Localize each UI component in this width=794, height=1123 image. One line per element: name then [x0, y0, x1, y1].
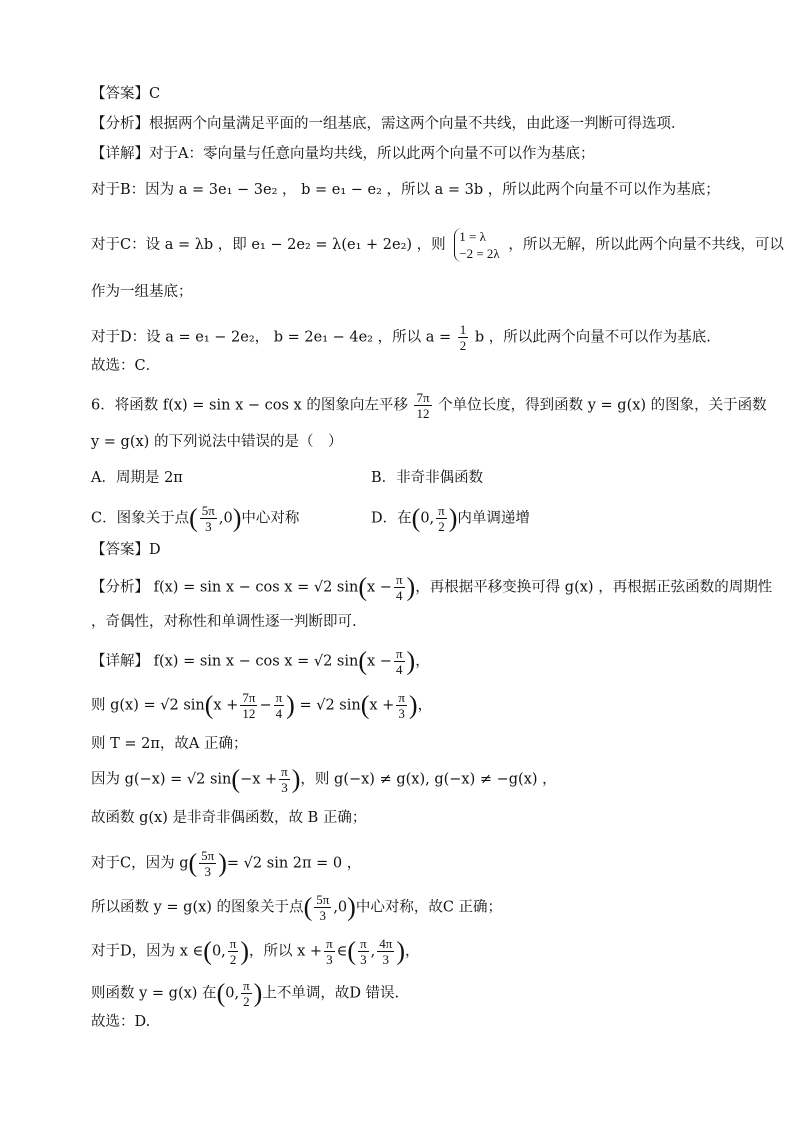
choose-line-q5: 故选：C．	[91, 358, 161, 374]
detail-line-5: 故函数 g(x) 是非奇非偶函数，故 B 正确；	[91, 810, 367, 826]
fraction: $\frac{7\pi}{12}$	[242, 690, 256, 721]
detail-line-6: 对于C，因为 g( $\frac{5\pi}{3}$ )= √2 sin 2π = 0 ，	[91, 848, 362, 879]
fraction: $\frac{\pi}{3}$	[281, 764, 288, 795]
option-b: B．非奇非偶函数	[371, 470, 484, 486]
option-d: D．在(0, $\frac{\pi}{2}$ )内单调递增	[371, 503, 530, 534]
detail-line-7: 所以函数 y = g(x) 的图象关于点( $\frac{5\pi}{3}$ ,0)中心对称，故C 正确；	[91, 892, 503, 923]
question-6-stem-cont: y = g(x) 的下列说法中错误的是（ ）	[91, 434, 343, 450]
fraction: $\frac{5\pi}{3}$	[201, 848, 215, 879]
fraction: $\frac{\pi}{3}$	[360, 936, 367, 967]
option-a: A．周期是 2π	[91, 470, 183, 486]
fraction: $\frac{\pi}{2}$	[438, 503, 445, 534]
detail-line-c: 对于C：设 a = λb ，即 e₁ − 2e₂ = λ(e₁ + 2e₂) ，则 1 = λ −2 = 2λ ，所以无解，所以此两个向量不共线，可以	[91, 229, 784, 261]
detail-line-1: 【详解】 f(x) = sin x − cos x = √2 sin(x − $\frac{\pi}{4}$ )，	[91, 646, 430, 677]
fraction: $\frac{\pi}{3}$	[326, 936, 333, 967]
answer-line-q6: 【答案】D	[91, 542, 161, 558]
fraction: $\frac{\pi}{4}$	[395, 572, 403, 603]
analysis-line-q5: 【分析】根据两个向量满足平面的一组基底，需这两个向量不共线，由此逐一判断可得选项．	[91, 116, 686, 132]
detail-line-8: 对于D，因为 x ∈(0, $\frac{\pi}{2}$ )，所以 x + $\frac{\pi}{3}$ ∈( $\frac{\pi}{3}$ , $\frac{4\pi}{3}$ )，	[91, 936, 420, 967]
fraction: $\frac{\pi}{2}$	[229, 936, 237, 967]
option-c: C．图象关于点( $\frac{5\pi}{3}$ ,0)中心对称	[91, 503, 300, 534]
fraction: $\frac{4\pi}{3}$	[379, 936, 393, 967]
detail-line-4: 因为 g(−x) = √2 sin(−x + $\frac{\pi}{3}$ )，则 g(−x) ≠ g(x), g(−x) ≠ −g(x) ，	[91, 764, 557, 795]
detail-line-c-cont: 作为一组基底；	[91, 284, 193, 300]
fraction: $\frac{\pi}{4}$	[395, 646, 403, 677]
fraction: $\frac{\pi}{4}$	[275, 690, 283, 721]
detail-line-2: 则 g(x) = √2 sin(x + $\frac{7\pi}{12}$ − $\frac{\pi}{4}$ ) = √2 sin(x + $\frac{\pi}{3}$ )，	[91, 690, 433, 721]
fraction: $\frac{1}{2}$	[459, 322, 467, 353]
analysis-line-q6: 【分析】 f(x) = sin x − cos x = √2 sin(x − $\frac{\pi}{4}$ )，再根据平移变换可得 g(x) ，再根据正弦函数的周期性	[91, 572, 773, 603]
equation-system: 1 = λ −2 = 2λ	[454, 228, 499, 262]
detail-line-b: 对于B：因为 a = 3e₁ − 3e₂ ， b = e₁ − e₂ ，所以 a = 3b ，所以此两个向量不可以作为基底；	[91, 182, 720, 198]
detail-line-3: 则 T = 2π，故A 正确；	[91, 736, 248, 752]
answer-line-q5: 【答案】C	[91, 86, 161, 102]
fraction: $\frac{5\pi}{3}$	[201, 503, 215, 534]
detail-line-d: 对于D：设 a = e₁ − 2e₂， b = 2e₁ − 4e₂ ，所以 a = $\frac{1}{2}$ b ，所以此两个向量不可以作为基底.	[91, 322, 711, 353]
choose-line-q6: 故选：D.	[91, 1014, 151, 1030]
fraction: $\frac{5\pi}{3}$	[316, 892, 330, 923]
question-6-stem: 6．将函数 f(x) = sin x − cos x 的图象向左平移 $\frac{7\pi}{12}$ 个单位长度，得到函数 y = g(x) 的图象，关于函数	[91, 390, 767, 421]
analysis-line-q6-cont: ，奇偶性，对称性和单调性逐一判断即可.	[91, 614, 357, 630]
detail-line-a: 【详解】对于A：零向量与任意向量均共线，所以此两个向量不可以作为基底；	[91, 146, 595, 162]
fraction: $\frac{\pi}{2}$	[243, 978, 250, 1009]
detail-line-9: 则函数 y = g(x) 在(0, $\frac{\pi}{2}$ )上不单调，故D 错误.	[91, 978, 400, 1009]
fraction: $\frac{\pi}{3}$	[398, 690, 405, 721]
fraction: $\frac{7\pi}{12}$	[416, 390, 430, 421]
